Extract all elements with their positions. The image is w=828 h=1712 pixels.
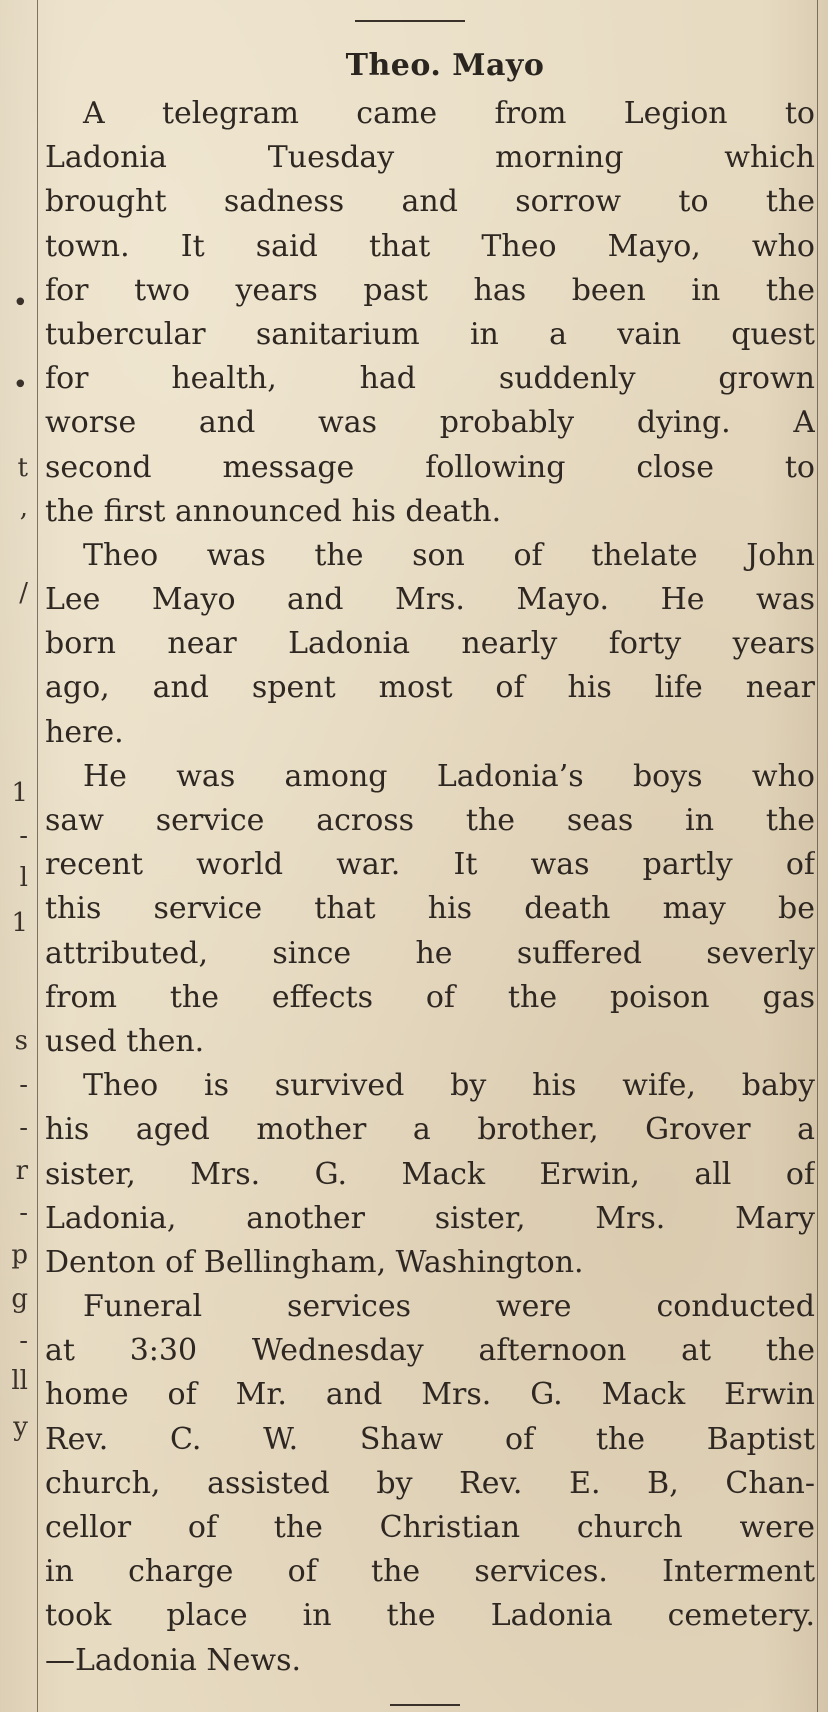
bottom-column-rule <box>390 1704 460 1706</box>
article-paragraph <box>45 755 815 1064</box>
article-headline: Theo. Mayo <box>345 48 545 83</box>
fragment-text: 1 <box>11 778 28 808</box>
text-line: cellor of the Christian church were <box>45 1510 815 1545</box>
text-line: A telegram came from Legion to <box>83 96 815 131</box>
article-paragraph <box>45 1285 815 1683</box>
article-paragraph <box>45 1064 815 1285</box>
text-line: took place in the Ladonia cemetery. <box>45 1598 815 1634</box>
text-line: sister, Mrs. G. Mack Erwin, all of <box>45 1156 815 1192</box>
text-line: Rev. C. W. Shaw of the Baptist <box>45 1421 815 1457</box>
text-line: Theo is survived by his wife, baby <box>83 1068 815 1104</box>
text-line: home of Mr. and Mrs. G. Mack Erwin <box>45 1377 815 1413</box>
text-line: recent world war. It was partly of <box>45 847 815 883</box>
text-line: Ladonia, another sister, Mrs. Mary <box>45 1200 815 1236</box>
right-column-divider <box>817 0 818 1712</box>
text-line: at 3:30 Wednesday afternoon at the <box>45 1333 815 1369</box>
top-column-rule <box>355 20 465 22</box>
fragment-text: ll <box>11 1366 28 1396</box>
fragment-text: - <box>19 1326 28 1356</box>
text-line: He was among Ladonia’s boys who <box>83 758 815 794</box>
article-paragraph <box>45 534 815 755</box>
text-line: here. <box>45 714 124 750</box>
fragment-text: - <box>19 1113 28 1143</box>
fragment-text: p <box>11 1240 28 1270</box>
text-line: for two years past has been in the <box>45 272 815 308</box>
fragment-text: / <box>19 578 28 608</box>
fragment-text: y <box>13 1412 28 1442</box>
fragment-text: • <box>12 370 28 400</box>
fragment-text: r <box>15 1156 28 1186</box>
text-line: second message following close to <box>45 449 815 485</box>
fragment-text: s <box>14 1026 28 1056</box>
fragment-text: - <box>19 821 28 851</box>
text-line: ago, and spent most of his life near <box>45 670 815 706</box>
text-line: church, assisted by Rev. E. B, Chan- <box>45 1465 815 1501</box>
text-line: in charge of the services. Interment <box>45 1554 815 1590</box>
fragment-text: - <box>19 1070 28 1100</box>
text-line: Ladonia Tuesday morning which <box>45 140 815 176</box>
text-line: brought sadness and sorrow to the <box>45 184 815 220</box>
text-line: this service that his death may be <box>45 891 815 927</box>
article-paragraph <box>45 92 815 534</box>
text-line: attributed, since he suffered severly <box>45 935 815 971</box>
text-line: the first announced his death. <box>45 493 502 529</box>
adjacent-column-fragments <box>0 0 30 1712</box>
text-line: from the effects of the poison gas <box>45 979 815 1015</box>
fragment-text: , <box>19 493 28 523</box>
text-line: Theo was the son of thelate John <box>83 537 815 573</box>
text-line: used then. <box>45 1023 205 1059</box>
fragment-text: l <box>19 863 28 893</box>
text-line: worse and was probably dying. A <box>45 405 815 441</box>
text-line: for health, had suddenly grown <box>45 361 815 397</box>
text-line: Funeral services were conducted <box>83 1289 815 1325</box>
text-line: saw service across the seas in the <box>45 803 815 838</box>
article-body <box>45 92 815 1683</box>
text-line: his aged mother a brother, Grover a <box>45 1112 815 1148</box>
fragment-text: 1 <box>11 908 28 938</box>
left-column-divider <box>37 0 38 1712</box>
fragment-text: g <box>11 1284 28 1314</box>
obituary-article <box>45 40 815 1683</box>
text-line: Lee Mayo and Mrs. Mayo. He was <box>45 582 815 618</box>
text-line: tubercular sanitarium in a vain quest <box>45 316 815 352</box>
fragment-text: t <box>17 453 28 483</box>
text-line: Denton of Bellingham, Washington. <box>45 1244 584 1280</box>
text-line: —Ladonia News. <box>45 1642 302 1678</box>
fragment-text: • <box>12 288 28 318</box>
fragment-text: - <box>19 1198 28 1228</box>
text-line: born near Ladonia nearly forty years <box>45 626 815 662</box>
text-line: town. It said that Theo Mayo, who <box>45 228 815 264</box>
